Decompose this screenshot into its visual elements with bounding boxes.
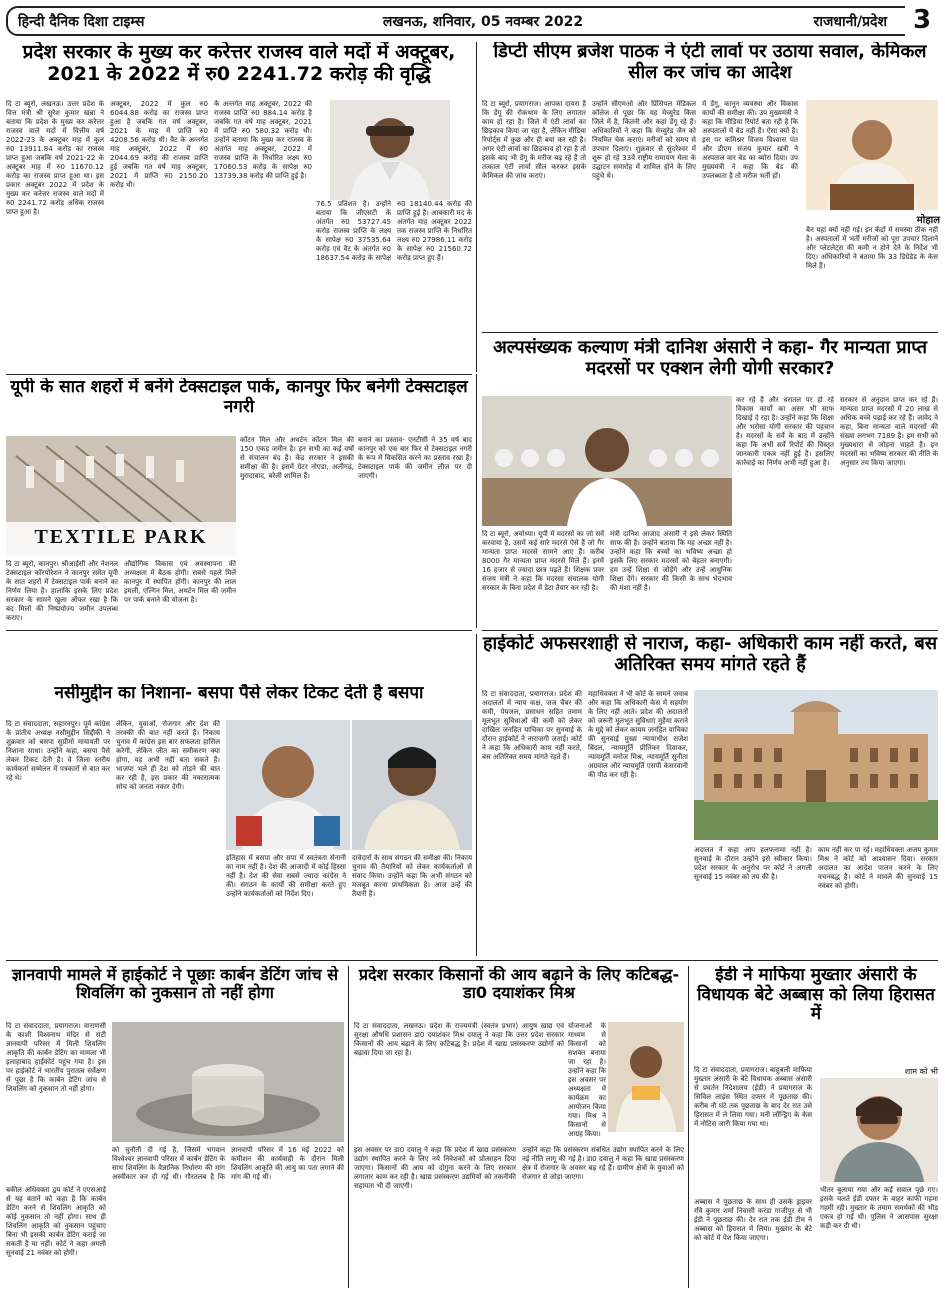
pathak-caption: मोहाल [916,215,940,226]
section-divider [6,960,938,961]
farmers-minister-photo [608,1022,684,1132]
abbas-body-1: दि टा संवाददाता, प्रयागराज। बाहुबली माफिया मुख्तार अंसारी के बेटे विधायक अब्बास अंसारी से प्रवर्तन निदेशालय (ईडी) ने प्रयागराज के सिविल लाइंस स्थित दफ्तर में पूछताछ की। करीब नौ घंटे तक पूछताछ के बाद देर रात उसे हिरासत में ले लिया गया। मनी लॉन्ड्रिंग के केस में नोटिस जारी किया गया था। [694,1066,812,1128]
highcourt-body-2: महाधिवक्ता ने भी कोर्ट के सामने जवाब और कहा कि अधिकारी केस में सहयोग के लिए नहीं आते। प्रदेश की अदालतों को जरूरी मूलभूत सुविधाएं मुहैया कराने के मुद्दे को लेकर कायम जनहित याचिका की सुनवाई मुख्य न्यायाधीश राजेश बिंदल, न्यायमूर्ति प्रीतिंकर दिवाकर, न्यायमूर्ति मनोज मिश्र, न्यायमूर्ति सुनीता अग्रवाल और न्यायमूर्ति एसपी केसरवानी की पीठ कर रही है। [588,690,688,779]
pathak-photo [806,100,938,210]
section-name: राजधानी/प्रदेश [813,13,887,30]
madrasa-body-2: मंत्री दानिश आजाद अंसारी ने इसे लेकर स्थिति साफ की है। उन्होंने बताया कि यह अच्छा नहीं है। उन्होंने कहा कि बच्चों का भविष्य अच्छा हो इसके लिए सरकार मदरसों को बेहतर बनाएगी। हम उन्हें शिक्षा से जोड़ेंगे और उन्हें आधुनिक शिक्षा देंगे। सरकार की किसी के साथ भेदभाव की मंशा नहीं है। [610,530,732,592]
mayawati-portrait-icon [352,720,472,850]
column-divider [476,634,477,956]
column-divider [348,966,349,1288]
abbas-caption: शाम को भी [904,1067,938,1076]
madrasa-body-4: सरकार से अनुदान प्राप्त कर रहे हैं। मान्यता प्राप्त मदरसों में 20 लाख से अधिक बच्चे पढ़ाई कर रहे हैं। जावेद ने कहा, बिना मान्यता वाले मदरसों की संख्या लगभग 7189 है। हम सभी को मुख्यधारा से जोड़ना चाहते हैं। इन मदरसों का भविष्य सरकार की नीति के अनुसार तय किया जाएगा। [840,396,938,467]
naseemuddin-body-1: दि टा संवाददाता, सहारनपुर। पूर्व कांग्रेस के प्रांतीय अध्यक्ष नसीमुद्दीन सिद्दीकी ने शुक्रवार को बसपा सुप्रीमो मायावती पर निशाना साधा। उन्होंने कहा, बसपा पैसे लेकर टिकट देती है। वे जिला स्तरीय कार्यकर्ता सम्मेलन में पत्रकारों से बात कर रहे थे। [6,720,110,782]
dayashankar-portrait-icon [608,1022,684,1132]
madrasa-headline: अल्पसंख्यक कल्याण मंत्री दानिश अंसारी ने कहा- गैर मान्यता प्राप्त मदरसों पर एक्शन लेगी योगी सरकार? [492,338,928,379]
mayawati-photo [352,720,472,850]
textile-headline: यूपी के सात शहरों में बनेंगे टेक्सटाइल पार्क, कानपुर फिर बनेगी टेक्सटाइल नगरी [10,378,468,417]
column-divider [476,374,477,628]
textile-body-2: औद्योगिक विकास एवं अवस्थापना की अध्यक्षता में बैठक होगी। सबसे पहले मिलें कानपुर में स्थापित होंगी। कानपुर की लाल इमली, एल्गिन मिल, अथर्टन मिल की जमीन पर पार्क बनाने की योजना है। [124,560,236,604]
gyanvapi-headline: ज्ञानवापी मामले में हाईकोर्ट ने पूछाः कार्बन डेटिंग जांच से शिवलिंग को नुकसान तो नहीं होगा [11,966,339,1003]
gyanvapi-body-1: दि टा संवाददाता, प्रयागराज। वाराणसी के काशी विश्वनाथ मंदिर से सटी ज्ञानवापी परिसर में मिली शिवलिंग आकृति की कार्बन डेटिंग का मामला भी इलाहाबाद हाईकोर्ट पहुंच गया है। इस पर हाईकोर्ट ने भारतीय पुरातत्व सर्वेक्षण से पूछा है कि कार्बन डेटिंग जांच से शिवलिंग को नुकसान तो नहीं होगा। [6,1022,106,1093]
abbas-body-3: भीतर बुलाया गया और कई सवाल पूछे गए। इसके चलते ईडी दफ्तर के बाहर काफी गहमा गहमी रही। मुख्तार के तमाम समर्थकों की भीड़ एकत्र हो गई थी। पुलिस ने आसपास सुरक्षा कड़ी कर दी थी। [820,1186,938,1230]
deputy-cm-portrait-icon [806,100,938,210]
textile-body-3: कॉटन मिल और अथर्टन कॉटन मिल की 150 एकड़ जमीन है। इन सभी का कई वर्षों से संचालन बंद है। केंद्र सरकार ने इसकी समीक्षा की है। इसमें ग्रेटर नोएडा, अलीगढ़, मुरादाबाद, बरेली शामिल हैं। [240,436,354,480]
pathak-body-1: दि टा ब्यूरो, प्रयागराज। आपका दायरा है कि डेंगू की रोकथाम के लिए लगातार काम हो रहा है। जिले में एंटी लार्वा का छिड़काव किया जा रहा है, लेकिन मीडिया रिपोर्ट्स में कुछ और ही बयां कर रही है। अगर एंटी लार्वा का छिड़काव हो रहा है तो इसके बाद भी डेंगू के मरीज बढ़ रहे हैं तो तत्काल एंटी लार्वा सील करकर इसके केमिकल की जांच कराएं। [482,100,586,180]
pathak-body-2: उन्होंने सीएमओ और प्रिंसिपल मेडिकल कॉलेज से पूछा कि यह मेच्युरेड किस जिले में है, कितनी और कहां डेंगू रहे हैं। अधिकारियों ने कहा कि मेच्युरेड जैन को नियमित चेक कराएं। मरीजों को समय से उपचार दिलाएं। शुक्रवार से सुंदरेश्वर में शुरू हो रहे 33वें राष्ट्रीय रामायण मेला के उद्घाटन समारोह में शामिल होने के लिए पहुंचे थे। [592,100,696,180]
naseemuddin-body-3: इतिहास में बसपा और सपा में स्वतंत्रता सेनानी का नाम नहीं है। देश की आजादी में कोई हिस्सा नहीं है। देश की सेवा सबसे ज्यादा कांग्रेस ने की। संगठन के कार्यों की समीक्षा करते हुए उन्होंने कार्यकर्ताओं को निर्देश दिए। [226,854,346,898]
gyanvapi-body-2: को चुनौती दी गई है, जिसमें भगवान विश्वेश्वर ज्ञानवापी परिसर में कार्बन डेटिंग के साथ शिवलिंग के वैज्ञानिक निर्धारण की मांग अस्वीकार कर दी गई थी। गौरतलब है कि ज्ञानवापी परिसर में 16 मई 2022 को कमीशन की कार्यवाही के दौरान मिली शिवलिंग आकृति की आयु का पता लगाने की मांग की गई थी। [112,1146,344,1181]
farmers-body-3: योजनाओं के माध्यम से किसानों को सशक्त बनाया जा रहा है। उन्होंने कहा कि इस अवसर पर अध्यक्षता में कार्यक्रम का आयोजन किया गया। मिश्र ने किसानों से आग्रह किया। [568,1022,606,1138]
highcourt-body-4: काम नहीं कर पा रहे। महाधिवक्ता अजय कुमार मिश्र ने कोर्ट को आश्वासन दिया। सरकार अदालत का आदेश पालन करने के लिए वचनबद्ध है। कोर्ट ने मामले की सुनवाई 15 नवंबर को होगी। [818,846,938,890]
highcourt-photo [694,690,938,840]
madrasa-body-1: दि टा ब्यूरो, अयोध्या। यूपी में मदरसों का जो सर्वे करवाया है, उसमें कई सारे मदरसे ऐसे हैं जो गैर मान्यता प्राप्त मदरसे सामने आए हैं। करीब 8000 गैर मान्यता प्राप्त मदरसे मिले हैं। इनमें 16 हजार से ज्यादा छात्र पढ़ते हैं। शिक्षक प्रवर संजय मंत्री ने कहा कि मदरसा संचालक योगी सरकार के बिना प्रदेश में डेटा तैयार कर रही है। [482,530,604,592]
textile-photo [6,436,236,556]
shivling-icon [112,1022,344,1142]
pathak-body-4: बैन यहां क्यों नहीं गई। इन केंद्रों में समस्या ठीक नहीं है। अस्पतालों में भर्ती मरीजों को पूरा उपचार दिलाने और प्लेटलेट्स की कमी न होने देने के निर्देश भी दिए। अधिकारियों ने बताया कि 33 डिग्रेडेड के केस मिले हैं। [806,226,938,270]
highcourt-headline: हाईकोर्ट अफसरशाही से नाराज, कहा- अधिकारी काम नहीं करते, बस अतिरिक्त समय मांगते रहते हैं [482,634,938,675]
revenue-headline: प्रदेश सरकार के मुख्य कर करेत्तर राजस्व वाले मदों में अक्टूबर, 2021 के 2022 में रु0 2241.72 करोड़ की वृद्धि [22,42,456,85]
gyanvapi-body-3: बकील अधिवक्ता द्वय कोर्ट ने एएसआई से यह बताने को कहा है कि कार्बन डेटिंग करने से शिवलिंग आकृति को कोई नुकसान तो नहीं होगा। साथ ही शिवलिंग आकृति को नुकसान पहुंचाए बिना भी इसकी कार्बन डेटिंग कराई जा सकती है या नहीं। कोर्ट ने कहा अगली सुनवाई 21 नवंबर को होगी। [6,1186,106,1257]
revenue-body-2: अक्टूबर, 2022 में कुल रु0 6044.88 करोड़ का राजस्व प्राप्त हुआ है जबकि गत वर्ष अक्टूबर, 2021 के माह में प्राप्ति रु0 4208.56 करोड़ थी। वैट के अन्तर्गत माह अक्टूबर, 2022 में रु0 2044.69 करोड़ की राजस्व प्राप्ति हुई जबकि गत वर्ष माह अक्टूबर, 2021 में प्राप्ति रु0 2150.20 करोड़ थी। [110,100,208,189]
revenue-body-3: के अन्तर्गत माह अक्टूबर, 2022 की राजस्व प्राप्ति रु0 884.14 करोड़ है जबकि गत वर्ष माह अक्टूबर, 2021 में प्राप्ति रु0 580.32 करोड़ थी। उन्होंने बताया कि मुख्य कर राजस्व के अंतर्गत माह अक्टूबर, 2022 में राजस्व प्राप्ति के निर्धारित लक्ष्य रु0 17060.53 करोड़ के सापेक्ष रु0 13739.38 करोड़ की प्राप्ति हुई है। [214,100,312,180]
farmers-body-1: दि टा संवाददाता, लखनऊ। प्रदेश के राज्यमंत्री (स्वतंत्र प्रभार) आयुष खाद्य एवं सुरक्षा औषधि प्रशासन डा0 दयाशंकर मिश्र दयालु ने कहा कि उत्तर प्रदेश सरकार किसानों की आय बढ़ाने के लिए कटिबद्ध है। प्रदेश में खाद्य प्रसंस्करण उद्योगों को बढ़ावा दिया जा रहा है। [354,1022,564,1057]
revenue-minister-photo [330,100,450,200]
pathak-headline: डिप्टी सीएम ब्रजेश पाठक ने एंटी लार्वा पर उठाया सवाल, केमिकल सील कर जांच का आदेश [493,42,927,83]
revenue-body-4: 76.5 प्रतिशत है। उन्होंने बताया कि जीएसटी के अंतर्गत रु0 53727.45 करोड़ राजस्व प्राप्ति के लक्ष्य के सापेक्ष रु0 37535.64 करोड़ एवं वैट के अंतर्गत रु0 18637.54 करोड़ के सापेक्ष रु0 18140.44 करोड़ की प्राप्ति हुई है। आबकारी मद के अंतर्गत माह अक्टूबर 2022 तक राजस्व प्राप्ति के निर्धारित लक्ष्य रु0 27986.11 करोड़ के सापेक्ष रु0 21560.72 करोड़ प्राप्त हुए हैं। [316,200,472,262]
highcourt-body-3: अदालत ने कहा आप हलफनामा नहीं है। सुनवाई के दौरान उन्होंने इसे स्वीकार किया। प्रदेश सरकार के अनुरोध पर कोर्ट ने अगली सुनवाई 15 नवंबर को तय की है। [694,846,812,881]
madrasa-classroom-icon [482,396,732,526]
abbas-portrait-icon [820,1078,938,1182]
column-divider [476,42,477,372]
column-divider [688,966,689,1288]
naseemuddin-portrait-icon [226,720,350,850]
pathak-body-3: में डेंगू, कानून व्यवस्था और विकास कार्यों की समीक्षा की। उप मुख्यमंत्री ने कहा कि मीडिया रिपोर्ट बता रही है कि अस्पतालों में बेड नहीं हैं। ऐसा क्यों है। इस पर कमिश्नर विजय विश्वास पंत और डीएम संजय कुमार खत्री ने अस्पताल वार बेड का ब्योरा दिया। उप मुख्यमंत्री ने कहा कि बेड की उपलब्धता है तो मरीज भर्ती हों। [702,100,798,180]
section-divider [6,374,472,375]
textile-park-label: TEXTILE PARK [34,526,208,548]
highcourt-body-1: दि टा संवाददाता, प्रयागराज। प्रदेश की अदालतों में न्याय कक्ष, जज चैंबर की कमी, पेयजल, प्रसाधन सहित तमाम मूलभूत सुविधाओं की कमी को लेकर दाखिल जनहित याचिका पर सुनवाई के दौरान हाईकोर्ट ने नाराजगी जताई। कोर्ट ने कहा कि अधिकारी काम नहीं करते, बस अतिरिक्त समय मांगते रहते हैं। [482,690,582,761]
farmers-headline: प्रदेश सरकार किसानों की आय बढ़ाने के लिए कटिबद्ध- डा0 दयाशंकर मिश्र [358,966,680,1003]
naseemuddin-body-4: दावेदारों के साथ संगठन की समीक्षा की। निकाय चुनाव की तैयारियों को लेकर कार्यकर्ताओं से संवाद किया। उन्होंने कहा कि अभी संगठन को मजबूत करना प्राथमिकता है। आज उन्हें की तैयारी है। [352,854,472,898]
section-divider [482,630,938,631]
abbas-photo [820,1078,938,1182]
gyanvapi-photo [112,1022,344,1142]
naseemuddin-photo [226,720,350,850]
madrasa-photo [482,396,732,526]
highcourt-building-icon [694,690,938,840]
revenue-body-1: दि टा ब्यूरो, लखनऊ। उत्तर प्रदेश के वित्त मंत्री श्री सुरेश कुमार खन्ना ने बताया कि प्रदेश के मुख्य कर करेत्तर राजस्व वाले मदों में वित्तीय वर्ष 2022-23 के अक्टूबर माह में कुल रु0 13911.84 करोड़ का राजस्व प्राप्त हुआ जबकि वर्ष 2021-22 के अक्टूबर माह में रु0 11670.12 करोड़ का राजस्व प्राप्त हुआ था। इस प्रकार अक्टूबर 2022 में प्रदेश के मुख्य कर करेत्तर राजस्व वाले मदों में रु0 2241.72 करोड़ अधिक राजस्व प्राप्त हुआ है। [6,100,104,216]
textile-body-1: दि टा ब्यूरो, कानपुर। श्रीआईसी और नेशनल टेक्सटाइल कॉरपोरेशन ने कानपुर समेत यूपी के सात शहरों में टेक्सटाइल पार्क बनाने का निर्णय लिया है। हालांकि इसके लिए प्रदेश सरकार के सामने खुला ऑफर रखा है कि बंद मिलों की निष्प्रयोज्य जमीन उपलब्ध कराए। [6,560,118,622]
masthead [6,6,939,36]
minister-portrait-icon [330,100,450,200]
paper-name: हिन्दी दैनिक दिशा टाइम्स [18,13,145,30]
farmers-body-4: उन्होंने कहा कि प्रसंस्करण संबंधित उद्योग स्थापित करने के लिए नई नीति लागू की गई है। डा0 दयालु ने कहा कि खाद्य प्रसंस्करण क्षेत्र में रोजगार के अवसर बढ़ रहे हैं। ग्रामीण क्षेत्रों के युवाओं को रोजगार से जोड़ा जाएगा। [522,1146,684,1181]
abbas-body-2: अब्बास ने पूछताछ के साथ ही उसके ड्राइवर रवि कुमार शर्मा निवासी करंडा गाजीपुर से भी ईडी ने पूछताछ की। देर रात तक ईडी टीम ने अब्बास को हिरासत में लिया। मुख्तार के बेटे को कोर्ट में पेश किया जाएगा। [694,1198,812,1242]
naseemuddin-headline: नसीमुद्दीन का निशाना- बसपा पैसे लेकर टिकट देती है बसपा [54,684,424,703]
section-divider [6,630,472,631]
page-number: 3 [912,6,932,35]
date-line: लखनऊ, शनिवार, 05 नवम्बर 2022 [382,13,584,30]
section-divider [482,332,938,333]
farmers-body-2: इस अवसर पर डा0 दयालु ने कहा कि प्रदेश में खाद्य प्रसंस्करण उद्योग स्थापित करने के लिए नये निवेशकों को प्रोत्साहन दिया जाएगा। किसानों की आय को दोगुना करने के लिए सरकार लगातार काम कर रही है। खाद्य प्रसंस्करण उद्यमियों को तकनीकी सहायता भी दी जाएगी। [354,1146,516,1190]
page-number-box [905,6,939,38]
textile-body-4: बनाने का प्रस्ताव- एनटीसी ने 35 वर्ष बाद कानपुर को एक बार फिर से टेक्सटाइल नगरी के रूप में विकसित करने का प्रस्ताव रखा है। टेक्सटाइल पार्क की जमीन लीज पर दी जाएगी। [358,436,472,480]
abbas-headline: ईडी ने माफिया मुख्तार अंसारी के विधायक बेटे अब्बास को लिया हिरासत में [697,966,935,1025]
madrasa-body-3: कर रहे हैं और धरातल पर हो रहे विकास कार्यों का असर भी साफ दिखाई दे रहा है। उन्होंने कहा कि शिक्षा और भरोसा योगी सरकार की पहचान है। मदरसों के सर्वे के बाद में उन्होंने कहा कि अभी सर्वे रिपोर्ट की विस्तृत जानकारी एकत्र नहीं हुई है। इसलिए कार्रवाई का निर्णय अभी नहीं हुआ है। [736,396,834,467]
naseemuddin-body-2: लेकिन, युवाओं, रोजगार और देश की तरक्की की बात नहीं करते हैं। निकाय चुनाव में कांग्रेस इस बार सफलता हासिल करेगी, लेकिन जीत का समीकरण क्या होगा, यह अभी नहीं बता सकते हैं। भाजपा भले ही देश को तोड़ने की बात कर रही है, इस प्रकार की नकारात्मक सोच को जनता नकार देगी। [116,720,220,791]
